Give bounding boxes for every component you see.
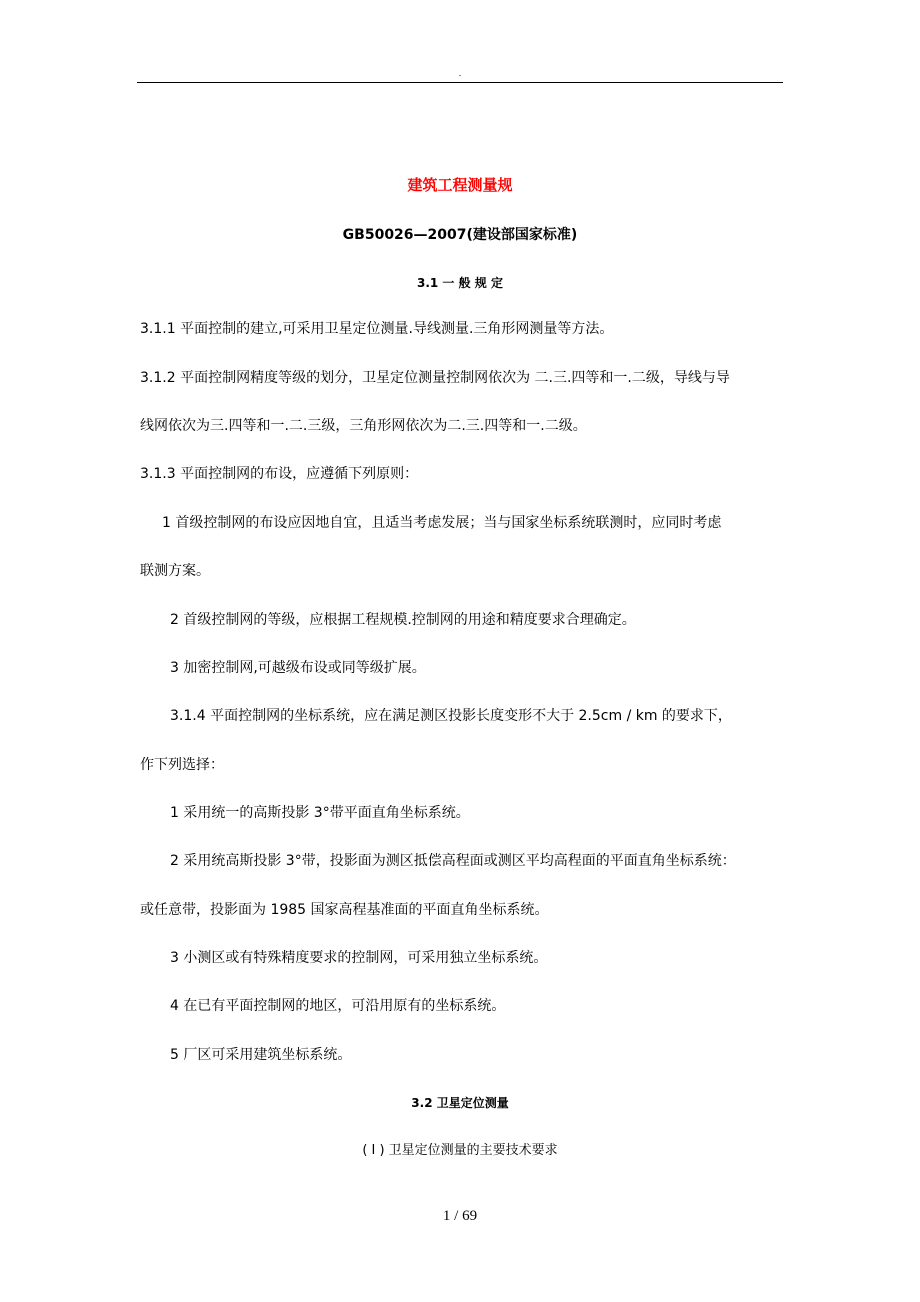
clause-3-1-4: 3.1.4 平面控制网的坐标系统，应在满足测区投影长度变形不大于 2.5cm / km 的要求下，	[170, 708, 732, 724]
list-item-1: 1 首级控制网的布设应因地自宜，且适当考虑发展；当与国家坐标系统联测时，应同时考虑	[162, 515, 722, 531]
header-mark: .	[458, 68, 462, 78]
option-2-continued: 或任意带，投影面为 1985 国家高程基准面的平面直角坐标系统。	[140, 902, 549, 918]
list-item-2: 2 首级控制网的等级，应根据工程规模.控制网的用途和精度要求合理确定。	[170, 612, 636, 628]
page-number: 1 / 69	[442, 1208, 478, 1224]
header-rule	[137, 82, 783, 83]
section-heading-3-1: 3.1 一 般 规 定	[417, 276, 503, 290]
document-title: 建筑工程测量规	[407, 176, 513, 194]
clause-3-1-4-continued: 作下列选择：	[140, 757, 224, 773]
option-2: 2 采用统高斯投影 3°带，投影面为测区抵偿高程面或测区平均高程面的平面直角坐标系统：	[170, 853, 736, 869]
list-item-3: 3 加密控制网,可越级布设或同等级扩展。	[170, 660, 426, 676]
option-3: 3 小测区或有特殊精度要求的控制网，可采用独立坐标系统。	[170, 950, 548, 966]
option-5: 5 厂区可采用建筑坐标系统。	[170, 1047, 352, 1063]
standard-number: GB50026—2007(建设部国家标准)	[342, 227, 578, 243]
clause-3-1-3: 3.1.3 平面控制网的布设，应遵循下列原则：	[140, 466, 419, 482]
clause-3-1-1: 3.1.1 平面控制的建立,可采用卫星定位测量.导线测量.三角形网测量等方法。	[140, 321, 614, 337]
option-4: 4 在已有平面控制网的地区，可沿用原有的坐标系统。	[170, 998, 506, 1014]
clause-3-1-2-continued: 线网依次为三.四等和一.二.三级，三角形网依次为二.三.四等和一.二级。	[140, 418, 587, 434]
list-item-1-continued: 联测方案。	[140, 563, 210, 579]
subsection-heading: ( I ) 卫星定位测量的主要技术要求	[362, 1143, 558, 1158]
section-heading-3-2: 3.2 卫星定位测量	[411, 1096, 509, 1110]
clause-3-1-2: 3.1.2 平面控制网精度等级的划分，卫星定位测量控制网依次为 二.三.四等和一.二级，导线与导	[140, 370, 730, 386]
option-1: 1 采用统一的高斯投影 3°带平面直角坐标系统。	[170, 805, 470, 821]
